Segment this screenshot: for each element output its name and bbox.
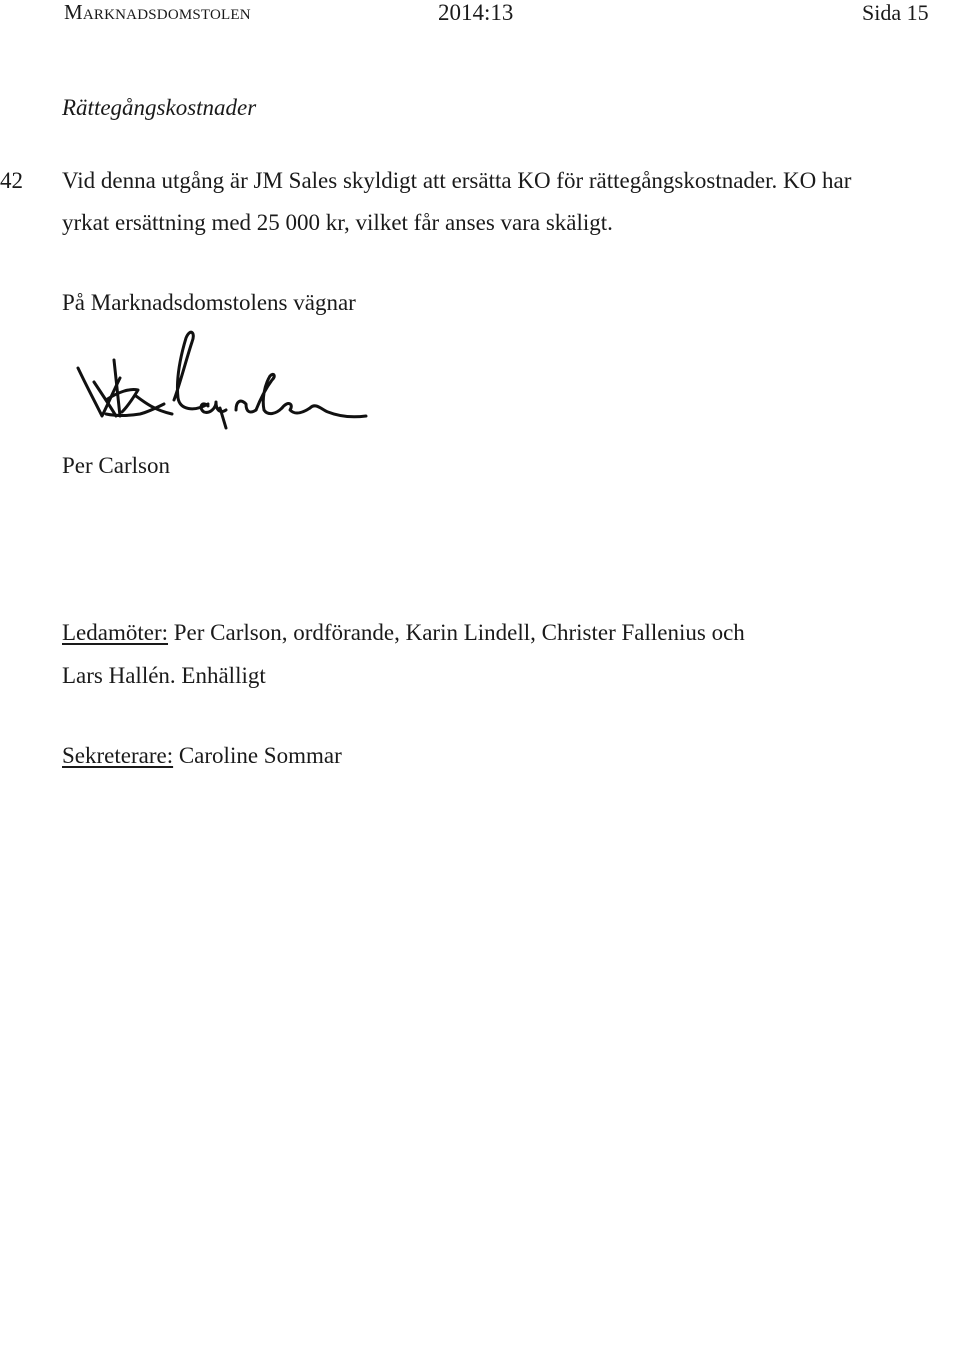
members-line-1 xyxy=(62,620,745,646)
secretary-name: Caroline Sommar xyxy=(173,743,342,768)
case-number: 2014:13 xyxy=(438,0,514,25)
paragraph-number: 42 xyxy=(0,168,23,193)
paragraph-line-1: Vid denna utgång är JM Sales skyldigt att ersätta KO för rättegångskostnader. KO har xyxy=(62,168,852,193)
handwritten-signature xyxy=(76,330,556,440)
members-label: Ledamöter: xyxy=(62,620,169,645)
paragraph-line-2: yrkat ersättning med 25 000 kr, vilket får anses vara skäligt. xyxy=(62,210,613,235)
page-number: Sida 15 xyxy=(862,0,929,25)
members-list: Per Carlson, ordförande, Karin Lindell, Christer Fallenius och xyxy=(168,620,745,645)
secretary-line xyxy=(62,743,342,769)
on-behalf-text: På Marknadsdomstolens vägnar xyxy=(62,290,356,315)
signer-name: Per Carlson xyxy=(62,453,170,478)
court-name: Marknadsdomstolen xyxy=(64,0,251,24)
members-line-2: Lars Hallén. Enhälligt xyxy=(62,663,266,688)
section-heading: Rättegångskostnader xyxy=(62,95,257,120)
secretary-label: Sekreterare: xyxy=(62,743,174,768)
